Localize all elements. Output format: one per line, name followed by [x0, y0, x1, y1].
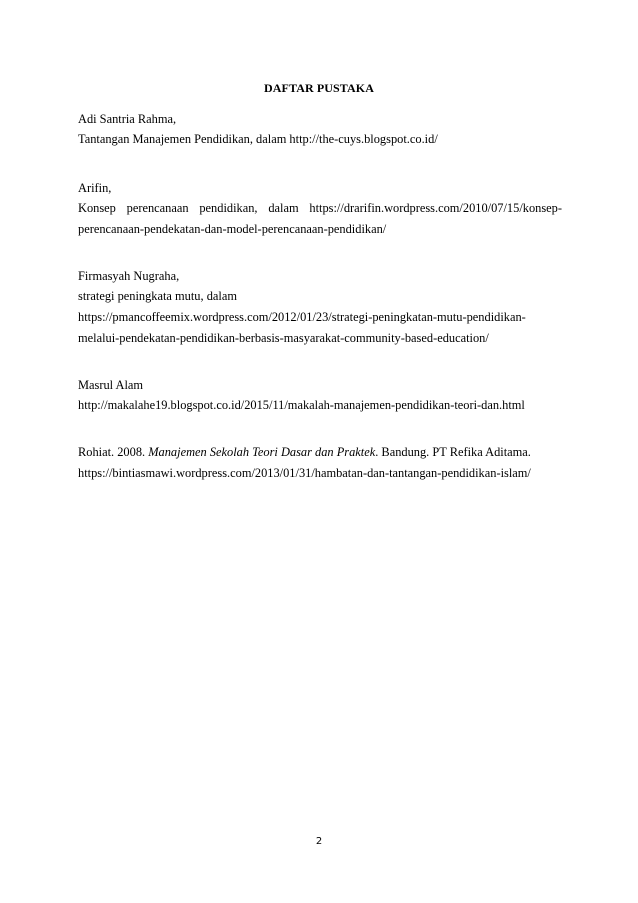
reference-5-publisher: . Bandung. PT Refika Aditama. — [375, 445, 531, 459]
reference-3-author: Firmasyah Nugraha, — [78, 269, 180, 283]
reference-5-book-title: Manajemen Sekolah Teori Dasar dan Praktek — [148, 445, 376, 459]
reference-3-url-cont: melalui-pendekatan-pendidikan-berbasis-masyarakat-community-based-education/ — [78, 331, 489, 345]
page-title: DAFTAR PUSTAKA — [264, 81, 374, 95]
reference-2-source: Konsep perencanaan pendidikan, dalam https://drarifin.wordpress.com/2010/07/15/konsep- — [78, 201, 562, 215]
reference-3-source: strategi peningkata mutu, dalam — [78, 289, 237, 303]
reference-2-source-cont: perencanaan-pendekatan-dan-model-perencanaan-pendidikan/ — [78, 222, 387, 236]
page-number: 2 — [315, 836, 323, 847]
reference-4-url: http://makalahe19.blogspot.co.id/2015/11/makalah-manajemen-pendidikan-teori-dan.html — [78, 398, 525, 412]
reference-5-url: https://bintiasmawi.wordpress.com/2013/01/31/hambatan-dan-tantangan-pendidikan-islam/ — [78, 466, 531, 480]
reference-4-author: Masrul Alam — [78, 378, 144, 392]
reference-1-source: Tantangan Manajemen Pendidikan, dalam http://the-cuys.blogspot.co.id/ — [78, 132, 438, 146]
reference-5-prefix: Rohiat. 2008. — [78, 445, 149, 459]
reference-3-url: https://pmancoffeemix.wordpress.com/2012/01/23/strategi-peningkatan-mutu-pendidikan- — [78, 310, 526, 324]
reference-2-author: Arifin, — [78, 181, 112, 195]
reference-5-citation — [78, 444, 562, 460]
reference-1-author: Adi Santria Rahma, — [78, 112, 177, 126]
